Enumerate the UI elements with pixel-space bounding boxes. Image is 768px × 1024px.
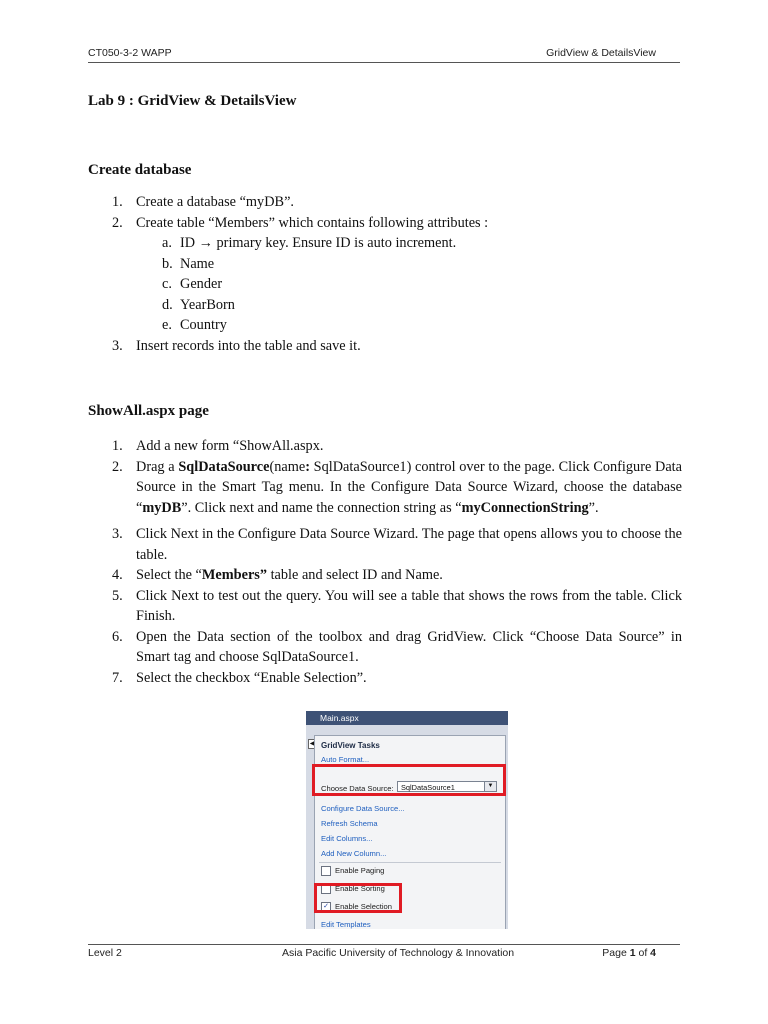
list-item bbox=[112, 436, 682, 457]
item-letter: e. bbox=[162, 317, 172, 333]
item-number: 1. bbox=[112, 194, 123, 210]
item-number: 4. bbox=[112, 567, 123, 583]
enable-paging-checkbox[interactable] bbox=[321, 866, 331, 876]
header-divider bbox=[88, 62, 680, 63]
list-item bbox=[112, 627, 682, 668]
footer-university: Asia Pacific University of Technology & Innovation bbox=[282, 947, 515, 959]
item-text: YearBorn bbox=[180, 296, 235, 313]
current-page: 1 bbox=[629, 947, 636, 959]
highlight-box-choose-data-source bbox=[312, 764, 506, 796]
item-text: Drag a bbox=[136, 458, 179, 475]
page-of: of bbox=[635, 947, 651, 959]
add-new-column-link[interactable]: Add New Column... bbox=[321, 849, 387, 858]
editor-tab-bar bbox=[306, 711, 508, 725]
attribute-sublist bbox=[162, 233, 726, 336]
footer-level: Level 2 bbox=[88, 947, 122, 959]
item-text: Country bbox=[180, 317, 227, 333]
item-text: Click Next to test out the query. You will see a table that shows the rows from the table. Click Finish. bbox=[136, 587, 682, 624]
item-text: Create table “Members” which contains following attributes : bbox=[136, 214, 489, 231]
item-text: Name bbox=[180, 255, 215, 272]
item-text: table and select ID and Name. bbox=[267, 567, 443, 583]
item-letter: d. bbox=[162, 296, 173, 313]
item-number: 3. bbox=[112, 526, 123, 542]
configure-data-source-link[interactable]: Configure Data Source... bbox=[321, 804, 405, 813]
sublist-item bbox=[162, 274, 726, 295]
edit-columns-link[interactable]: Edit Columns... bbox=[321, 834, 373, 843]
list-item bbox=[112, 565, 682, 586]
smart-tag-arrow-icon: ◀ bbox=[309, 741, 315, 747]
list-item bbox=[112, 457, 682, 519]
enable-sorting-label: Enable Sorting bbox=[335, 884, 385, 893]
section-heading-create-database: Create database bbox=[88, 162, 192, 178]
item-number: 5. bbox=[112, 587, 123, 604]
highlight-box-enable-selection bbox=[314, 883, 402, 913]
sublist-item bbox=[162, 233, 726, 254]
edit-templates-link[interactable]: Edit Templates bbox=[321, 920, 371, 929]
item-text: Select the “ bbox=[136, 567, 202, 583]
item-letter: c. bbox=[162, 276, 172, 292]
item-text: Open the Data section of the toolbox and drag GridView. Click “Choose Data Source” in Smart tag and choose SqlDataSource1. bbox=[136, 628, 682, 665]
item-text: Add a new form “ShowAll.aspx. bbox=[136, 438, 324, 454]
enable-paging-label: Enable Paging bbox=[335, 866, 385, 875]
panel-divider bbox=[319, 862, 501, 863]
page-title: Lab 9 : GridView & DetailsView bbox=[88, 93, 297, 109]
bold-term: myConnectionString bbox=[461, 499, 589, 516]
sublist-item bbox=[162, 254, 726, 275]
item-text: Click Next in the Configure Data Source Wizard. The page that opens allows you to choose the table. bbox=[136, 526, 682, 563]
item-number: 3. bbox=[112, 337, 123, 354]
list-item bbox=[112, 192, 682, 213]
item-text: ID → primary key. Ensure ID is auto increment. bbox=[180, 235, 457, 251]
select-value: SqlDataSource1 bbox=[401, 783, 455, 792]
item-text: Create a database “myDB”. bbox=[136, 194, 294, 210]
item-text: ”. bbox=[588, 499, 599, 516]
total-pages: 4 bbox=[650, 947, 656, 959]
list-item bbox=[112, 213, 682, 336]
item-text: Select the checkbox “Enable Selection”. bbox=[136, 669, 367, 686]
gridview-tasks-screenshot bbox=[306, 711, 508, 929]
create-database-list bbox=[112, 192, 682, 356]
showall-steps-list bbox=[112, 436, 682, 688]
list-item bbox=[112, 668, 682, 689]
page-footer bbox=[88, 947, 656, 963]
list-item bbox=[112, 524, 682, 565]
auto-format-link[interactable]: Auto Format... bbox=[321, 755, 370, 764]
page-number bbox=[602, 947, 656, 959]
item-text: (name bbox=[269, 458, 306, 475]
bold-colon: : bbox=[305, 458, 310, 475]
panel-title: GridView Tasks bbox=[321, 741, 380, 750]
chevron-down-icon[interactable]: ▼ bbox=[484, 782, 496, 791]
item-number: 7. bbox=[112, 669, 123, 686]
header-topic: GridView & DetailsView bbox=[546, 47, 656, 59]
item-text: Gender bbox=[180, 276, 223, 292]
bold-term: SqlDataSource bbox=[178, 458, 270, 475]
item-text: SqlDataSource1) control over to the page. Click Configure Data Source in the Smart Tag menu. In the Configure Data Source Wizard, choose the database “ bbox=[136, 458, 682, 516]
bold-term: Members” bbox=[201, 567, 268, 583]
footer-divider bbox=[88, 944, 680, 945]
page-label: Page bbox=[602, 947, 630, 959]
sublist-item bbox=[162, 315, 726, 336]
editor-tab: Main.aspx bbox=[320, 713, 359, 723]
item-number: 1. bbox=[112, 438, 123, 454]
bold-term: myDB bbox=[142, 499, 182, 516]
item-text: ”. Click next and name the connection string as “ bbox=[181, 499, 462, 516]
choose-data-source-label: Choose Data Source: bbox=[321, 784, 394, 793]
section-heading-showall: ShowAll.aspx page bbox=[88, 403, 209, 419]
course-code: CT050-3-2 WAPP bbox=[88, 47, 172, 59]
list-item bbox=[112, 336, 682, 357]
refresh-schema-link[interactable]: Refresh Schema bbox=[321, 819, 378, 828]
list-item bbox=[112, 586, 682, 627]
item-letter: a. bbox=[162, 235, 172, 251]
item-number: 2. bbox=[112, 214, 123, 231]
item-number: 6. bbox=[112, 628, 123, 645]
item-text: Insert records into the table and save it. bbox=[136, 337, 361, 354]
enable-selection-label: Enable Selection bbox=[335, 902, 392, 911]
page-header bbox=[88, 44, 656, 62]
enable-selection-checkbox[interactable]: ✓ bbox=[321, 902, 331, 912]
sublist-item bbox=[162, 295, 726, 316]
item-number: 2. bbox=[112, 458, 123, 475]
item-letter: b. bbox=[162, 255, 173, 272]
